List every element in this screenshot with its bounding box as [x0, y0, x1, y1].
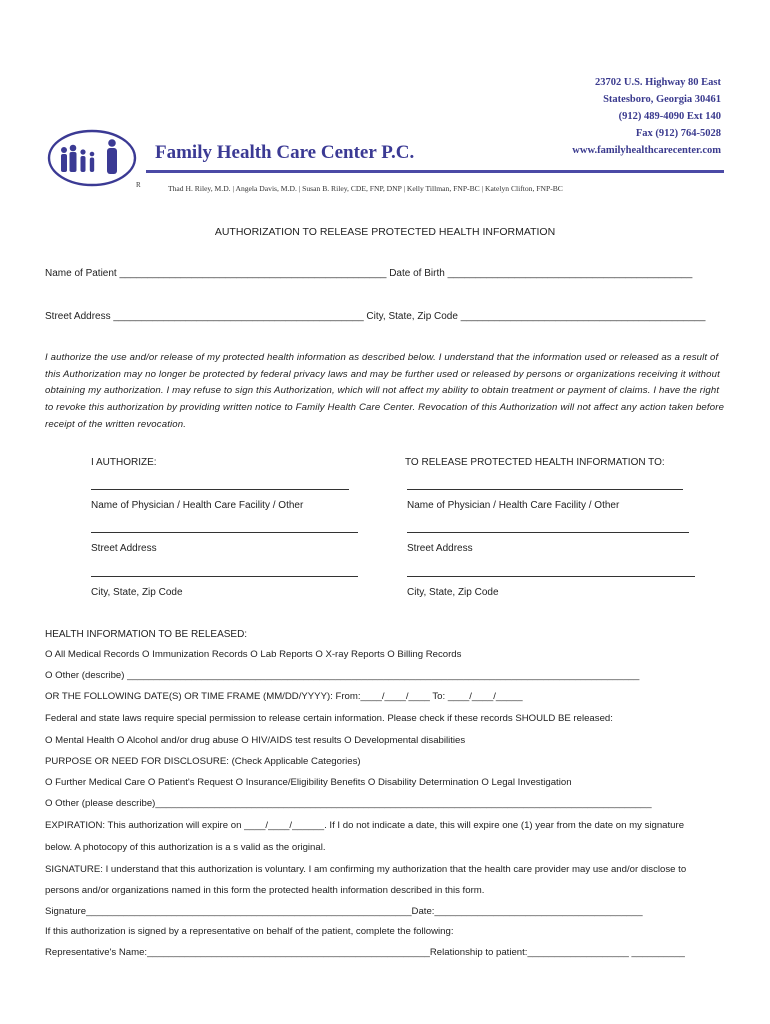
address-city: Statesboro, Georgia 30461 — [603, 94, 721, 105]
other-please-line[interactable]: O Other (please describe)_____________________________________________________________________________________________ — [45, 798, 652, 809]
release-street-field[interactable] — [407, 532, 689, 533]
signature-heading: SIGNATURE: — [45, 864, 103, 875]
authorization-paragraph: I authorize the use and/or release of my protected health information as described below. I understand that the information used or released as a result of this Authorization may no longer be protected by federal privacy laws and may be further used or released by persons or organizations receiving it without obtaining my authorization. I may refuse to sign this Authorization, which will not affect my ability to obtain treatment or payment of claims. I have the right to revoke this authorization by providing written notice to Family Health Care Center. Revocation of this Authorization will not affect any action taken before receipt of the written revocation. — [45, 352, 725, 430]
authorize-facility-field[interactable] — [91, 489, 349, 490]
expiration-line[interactable] — [45, 820, 684, 831]
staff-list: Thad H. Riley, M.D. | Angela Davis, M.D. | Susan B. Riley, CDE, FNP, DNP | Kelly Tillman, FNP-BC | Katelyn Clifton, FNP-BC — [168, 184, 563, 193]
photocopy-note: below. A photocopy of this authorization is a s valid as the original. — [45, 842, 326, 853]
authorize-heading: I AUTHORIZE: — [91, 457, 157, 468]
representative-note: If this authorization is signed by a representative on behalf of the patient, complete the following: — [45, 926, 454, 937]
authorize-city-field[interactable] — [91, 576, 358, 577]
release-facility-label: Name of Physician / Health Care Facility / Other — [407, 500, 620, 511]
signature-date-line[interactable]: Signature_____________________________________________________________Date:_______________________________________ — [45, 906, 643, 917]
representative-line[interactable]: Representative's Name:_____________________________________________________Relationship to patient:___________________ __________ — [45, 947, 685, 958]
header-divider — [146, 170, 724, 173]
date-range-line[interactable]: OR THE FOLLOWING DATE(S) OR TIME FRAME (MM/DD/YYYY): From:____/____/____ To: ____/____/_____ — [45, 691, 523, 702]
signature-statement-cont: persons and/or organizations named in this form the protected health information described in this form. — [45, 885, 485, 896]
other-describe-line[interactable]: O Other (describe) ________________________________________________________________________________________________ — [45, 670, 640, 681]
authorize-city-label: City, State, Zip Code — [91, 587, 183, 598]
authorize-street-label: Street Address — [91, 543, 157, 554]
clinic-address-block — [572, 74, 721, 159]
patient-name-line[interactable]: Name of Patient ________________________________________________ Date of Birth ____________________________________________ — [45, 268, 693, 279]
clinic-name: Family Health Care Center P.C. — [155, 142, 415, 163]
address-street: 23702 U.S. Highway 80 East — [594, 77, 721, 88]
expiration-label: EXPIRATION: — [45, 820, 106, 831]
purpose-hint: (Check Applicable Categories) — [231, 756, 361, 767]
address-phone: (912) 489-4090 Ext 140 — [618, 111, 721, 122]
release-city-field[interactable] — [407, 576, 695, 577]
logo-mark: R — [136, 181, 141, 189]
authorize-street-field[interactable] — [91, 532, 358, 533]
federal-note: Federal and state laws require special permission to release certain information. Please check if these records SHOULD BE released: — [45, 713, 613, 724]
release-city-label: City, State, Zip Code — [407, 587, 499, 598]
health-info-heading: HEALTH INFORMATION TO BE RELEASED: — [45, 629, 248, 640]
special-records-options[interactable]: O Mental Health O Alcohol and/or drug abuse O HIV/AIDS test results O Developmental disabilities — [45, 735, 466, 746]
authorize-facility-label: Name of Physician / Health Care Facility / Other — [91, 500, 304, 511]
purpose-heading-label: PURPOSE OR NEED FOR DISCLOSURE: — [45, 756, 232, 767]
records-options[interactable]: O All Medical Records O Immunization Records O Lab Reports O X-ray Reports O Billing Records — [45, 649, 462, 660]
expiration-text: This authorization will expire on ____/____/______. If I do not indicate a date, this will expire one (1) year from the date on my signature — [105, 820, 685, 831]
purpose-options[interactable]: O Further Medical Care O Patient's Request O Insurance/Eligibility Benefits O Disability Determination O Legal Investigation — [45, 777, 572, 788]
signature-statement — [45, 864, 686, 875]
address-website: www.familyhealthcarecenter.com — [572, 145, 721, 156]
address-fax: Fax (912) 764-5028 — [635, 128, 721, 139]
release-facility-field[interactable] — [407, 489, 683, 490]
purpose-heading — [45, 756, 361, 767]
release-to-heading: TO RELEASE PROTECTED HEALTH INFORMATION TO: — [405, 457, 665, 468]
form-title: AUTHORIZATION TO RELEASE PROTECTED HEALTH INFORMATION — [214, 226, 556, 238]
patient-address-line[interactable]: Street Address _____________________________________________ City, State, Zip Code ____________________________________________ — [45, 311, 706, 322]
release-street-label: Street Address — [407, 543, 473, 554]
family-logo-icon — [46, 128, 146, 190]
signature-text: I understand that this authorization is voluntary. I am confirming my authorization that the health care provider may use and/or disclose to — [102, 864, 687, 875]
